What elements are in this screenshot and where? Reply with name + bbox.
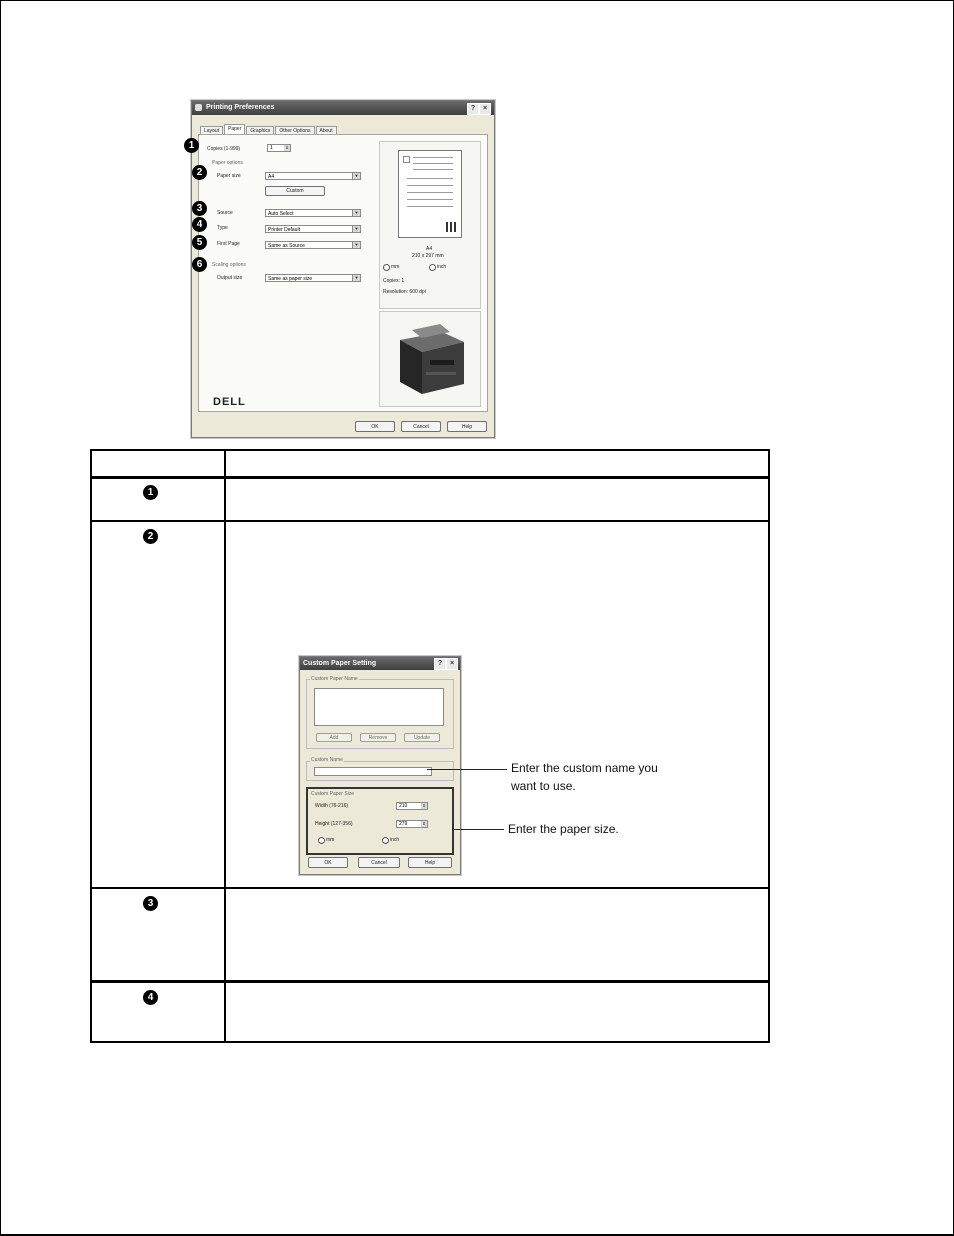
paper-options-group: Paper options [212,160,243,166]
update-button[interactable] [404,733,440,742]
preview-line [407,199,453,200]
unit-mm-radio[interactable] [383,264,390,271]
table-column-divider [224,449,226,1043]
custom-name-input[interactable] [314,767,432,776]
paper-size-value: A4 [268,174,275,180]
unit-mm-label: mm [391,264,400,270]
dialog-titlebar [192,101,494,115]
printing-preferences-dialog [191,100,495,438]
custom-ok-button[interactable] [308,857,348,868]
help-icon[interactable]: ? [434,658,446,670]
unit-mm-label: mm [326,837,335,843]
callout-paper-size [508,820,619,838]
callout-line-paper-size [452,829,504,830]
cancel-button[interactable] [401,421,441,432]
badge-first-page: 5 [192,235,207,250]
ok-button[interactable] [355,421,395,432]
spin-arrows-icon[interactable]: ⇕ [285,145,289,150]
preview-line [407,206,453,207]
custom-paper-size-label: Custom Paper Size [311,791,355,797]
badge-source: 3 [192,201,207,216]
tab-graphics[interactable]: Graphics [246,126,274,135]
row-badge-paper-size: 2 [143,529,158,544]
row-badge-copies: 1 [143,485,158,500]
table-row-divider [90,520,770,522]
source-label: Source [217,210,233,216]
unit-inch-label: inch [437,264,447,270]
printer-icon [195,104,202,111]
spin-arrows-icon[interactable]: ⇕ [422,821,426,826]
copies-info: Copies: 1 [383,278,405,284]
custom-paper-setting-dialog [299,656,461,875]
chevron-down-icon: ▼ [352,226,360,232]
preview-line [407,192,453,193]
paper-preview [398,150,462,238]
source-select[interactable] [265,209,361,217]
table-border-top [90,449,770,451]
callout-line-custom-name [427,769,507,770]
table-border-bottom [90,1041,770,1043]
chevron-down-icon: ▼ [352,242,360,248]
close-icon[interactable]: × [446,658,458,670]
close-icon[interactable]: × [479,103,491,115]
preview-line [407,185,453,186]
remove-button-label: Remove [368,735,388,741]
table-row-divider [90,980,770,983]
height-value: 279 [399,821,408,827]
badge-copies: 1 [184,138,199,153]
chevron-down-icon: ▼ [352,275,360,281]
type-value: Printer Default [268,227,300,233]
table-border-right [768,449,770,1043]
unit-inch-label: inch [390,837,400,843]
help-button-label: Help [461,424,473,430]
copies-label: Copies (1-999) [207,146,241,152]
remove-button[interactable] [360,733,396,742]
first-page-value: Same as Source [268,243,305,249]
preview-line [407,178,453,179]
unit-inch-radio[interactable] [429,264,436,271]
spin-arrows-icon[interactable]: ⇕ [422,803,426,808]
table-header-divider [90,476,770,479]
badge-type: 4 [192,217,207,232]
source-value: Auto Select [268,211,294,217]
output-size-value: Same as paper size [268,276,313,282]
chevron-down-icon: ▼ [352,173,360,179]
paper-tab-panel [198,134,488,412]
dialog-title: Printing Preferences [206,104,275,111]
table-row-divider [90,887,770,889]
tab-paper[interactable]: Paper [224,124,245,135]
custom-paper-name-list[interactable] [314,688,444,726]
preview-line [413,163,453,164]
badge-paper-size: 2 [192,165,207,180]
scaling-options-group: Scaling options [212,262,246,268]
tab-layout[interactable]: Layout [200,126,223,135]
paper-size-label: Paper size [217,173,241,179]
callout-custom-name [511,759,661,795]
custom-cancel-button[interactable] [358,857,400,868]
callout-paper-size-text: Enter the paper size. [508,822,619,836]
update-button-label: Update [413,735,431,741]
preview-paper-name: A4 [426,246,433,252]
printer-image [379,311,481,407]
row-badge-source: 3 [143,896,158,911]
height-label: Height (127-356) [315,821,353,827]
help-icon[interactable]: ? [467,103,479,115]
output-size-select[interactable] [265,274,361,282]
dell-logo: DELL [213,396,246,408]
type-label: Type [217,225,228,231]
printer-device-icon [380,312,480,406]
row-badge-type: 4 [143,990,158,1005]
preview-area [379,141,481,309]
type-select[interactable] [265,225,361,233]
tab-about[interactable]: About [316,126,337,135]
custom-button-label: Custom [286,188,304,194]
width-stepper[interactable] [396,802,428,810]
unit-inch-radio[interactable] [382,837,389,844]
output-size-label: Output size [217,275,243,281]
table-border-left [90,449,92,1043]
add-button[interactable] [316,733,352,742]
preview-line [413,157,453,158]
callout-custom-name-text: Enter the custom name you want to use. [511,761,658,793]
badge-scaling: 6 [192,257,207,272]
qr-code-icon [446,222,456,232]
custom-paper-name-label: Custom Paper Name [311,676,358,682]
custom-dialog-title: Custom Paper Setting [303,660,377,667]
width-value: 210 [399,803,408,809]
unit-mm-radio[interactable] [318,837,325,844]
custom-help-button[interactable] [408,857,452,868]
tab-other-options[interactable]: Other Options [275,126,314,135]
custom-button[interactable] [265,186,325,196]
help-button[interactable] [447,421,487,432]
add-button-label: Add [329,735,339,741]
chevron-down-icon: ▼ [352,210,360,216]
copies-value: 1 [270,145,273,151]
width-label: Width (76-216) [315,803,349,809]
preview-line [413,169,453,170]
preview-paper-dims: 210 x 297 mm [412,253,444,259]
first-page-select[interactable] [265,241,361,249]
custom-help-button-label: Help [424,860,436,866]
custom-ok-button-label: OK [324,860,332,866]
height-stepper[interactable] [396,820,428,828]
page-corner-icon [403,156,410,163]
paper-size-select[interactable] [265,172,361,180]
ok-button-label: OK [371,424,379,430]
cancel-button-label: Cancel [413,424,429,430]
custom-name-label: Custom Name [311,757,343,763]
custom-cancel-button-label: Cancel [371,860,387,866]
custom-dialog-titlebar [300,657,460,670]
first-page-label: First Page [217,241,240,247]
resolution-info: Resolution: 600 dpi [383,289,426,295]
copies-stepper[interactable] [267,144,291,152]
